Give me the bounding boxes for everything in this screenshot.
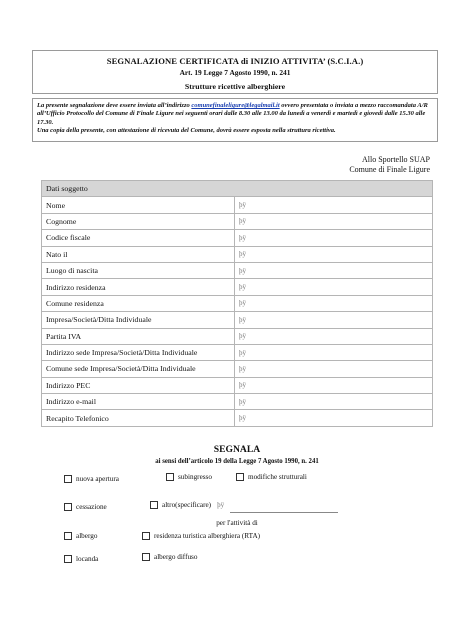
field-input-luogo-di-nascita[interactable]: þÿ: [235, 262, 433, 278]
address-line-1: Allo Sportello SUAP: [361, 155, 430, 164]
option-altro[interactable]: [150, 501, 224, 509]
albergo-diffuso-checkbox[interactable]: [142, 553, 150, 561]
altro-label: altro(specificare): [162, 501, 212, 509]
cessazione-checkbox[interactable]: [64, 503, 72, 511]
albergo-checkbox[interactable]: [64, 532, 72, 540]
category-title: Strutture ricettive alberghiere: [184, 82, 286, 91]
albergo-diffuso-label: albergo diffuso: [154, 553, 198, 561]
option-albergo[interactable]: [64, 532, 97, 540]
soggetto-table: [41, 180, 433, 427]
table-row: [42, 213, 433, 229]
field-input-comune-residenza[interactable]: þÿ: [235, 295, 433, 311]
field-label-partita-iva: Partita IVA: [42, 328, 235, 344]
altro-checkbox[interactable]: [150, 501, 158, 509]
field-input-comune-sede-impresa-societ-ditta-individuale[interactable]: þÿ: [235, 361, 433, 377]
field-input-impresa-societ-ditta-individuale[interactable]: þÿ: [235, 312, 433, 328]
nuova-apertura-checkbox[interactable]: [64, 475, 72, 483]
modifiche-strutturali-label: modifiche strutturali: [248, 473, 307, 481]
rta-checkbox[interactable]: [142, 532, 150, 540]
option-albergo-diffuso[interactable]: [142, 553, 197, 561]
field-input-indirizzo-pec[interactable]: þÿ: [235, 377, 433, 393]
field-label-indirizzo-residenza: Indirizzo residenza: [42, 279, 235, 295]
notice-email-link[interactable]: comunefinaleligure@legalmail.it: [191, 102, 280, 109]
field-label-indirizzo-pec: Indirizzo PEC: [42, 377, 235, 393]
segnala-subtitle: ai sensi dell’articolo 19 della Legge 7 Agosto 1990, n. 241: [155, 458, 319, 465]
table-row: [42, 410, 433, 426]
field-input-indirizzo-e-mail[interactable]: þÿ: [235, 394, 433, 410]
locanda-checkbox[interactable]: [64, 555, 72, 563]
per-attivita-label: per l'attività di: [216, 519, 258, 527]
table-row: [42, 312, 433, 328]
option-rta[interactable]: [142, 532, 260, 540]
field-input-nato-il[interactable]: þÿ: [235, 246, 433, 262]
header-box: [32, 50, 438, 94]
table-row: [42, 262, 433, 278]
notice-text-before: La presente segnalazione deve essere inviata all’indirizzo: [37, 102, 192, 109]
field-input-indirizzo-residenza[interactable]: þÿ: [235, 279, 433, 295]
altro-field-underline: [230, 512, 338, 513]
nuova-apertura-label: nuova apertura: [76, 475, 119, 483]
segnala-title: SEGNALA: [213, 444, 261, 455]
option-nuova-apertura[interactable]: [64, 475, 119, 483]
field-input-partita-iva[interactable]: þÿ: [235, 328, 433, 344]
option-modifiche-strutturali[interactable]: [236, 473, 307, 481]
field-label-comune-residenza: Comune residenza: [42, 295, 235, 311]
table-row: [42, 361, 433, 377]
field-label-cognome: Cognome: [42, 213, 235, 229]
field-input-codice-fiscale[interactable]: þÿ: [235, 230, 433, 246]
table-row: [42, 279, 433, 295]
table-row: [42, 328, 433, 344]
field-input-indirizzo-sede-impresa-societ-ditta-individuale[interactable]: þÿ: [235, 344, 433, 360]
subingresso-label: subingresso: [178, 473, 212, 481]
table-row: [42, 197, 433, 213]
field-label-nato-il: Nato il: [42, 246, 235, 262]
option-subingresso[interactable]: [166, 473, 212, 481]
field-label-impresa-societ-ditta-individuale: Impresa/Società/Ditta Individuale: [42, 312, 235, 328]
option-cessazione[interactable]: [64, 503, 107, 511]
rta-label: residenza turistica alberghiera (RTA): [154, 532, 261, 540]
field-label-comune-sede-impresa-societ-ditta-individuale: Comune sede Impresa/Società/Ditta Individuale: [42, 361, 235, 377]
table-row: [42, 295, 433, 311]
table-row: [42, 246, 433, 262]
subingresso-checkbox[interactable]: [166, 473, 174, 481]
notice-text-after: ovvero presentata o inviata a mezzo raccomandata A/R all’Ufficio Protocollo del Comune di Finale Ligure nei seguenti orari dalle 8.30 alle 13.00 da lunedì a venerdì e martedì e giovedì dalle 15.30 alle 17.30.: [37, 102, 428, 126]
locanda-label: locanda: [76, 555, 99, 563]
option-locanda[interactable]: [64, 555, 98, 563]
field-input-cognome[interactable]: þÿ: [235, 213, 433, 229]
soggetto-header-row: [42, 181, 433, 197]
field-label-nome: Nome: [42, 197, 235, 213]
field-label-indirizzo-e-mail: Indirizzo e-mail: [42, 394, 235, 410]
field-input-nome[interactable]: þÿ: [235, 197, 433, 213]
cessazione-label: cessazione: [76, 503, 107, 511]
form-title: SEGNALAZIONE CERTIFICATA di INIZIO ATTIVITA’ (S.C.I.A.): [106, 56, 364, 66]
law-reference: Art. 19 Legge 7 Agosto 1990, n. 241: [179, 68, 291, 77]
address-line-2: Comune di Finale Ligure: [349, 165, 430, 174]
table-row: [42, 394, 433, 410]
notice-copy-text: Una copia della presente, con attestazione di ricevuta del Comune, dovrà essere esposta nella struttura ricettiva.: [37, 127, 336, 135]
altro-specify-field[interactable]: þÿ: [217, 501, 225, 509]
soggetto-header: Dati soggetto: [42, 181, 433, 197]
table-row: [42, 230, 433, 246]
submission-notice: [32, 98, 438, 142]
table-row: [42, 344, 433, 360]
field-label-recapito-telefonico: Recapito Telefonico: [42, 410, 235, 426]
field-label-indirizzo-sede-impresa-societ-ditta-individuale: Indirizzo sede Impresa/Società/Ditta Individuale: [42, 344, 235, 360]
field-label-luogo-di-nascita: Luogo di nascita: [42, 262, 235, 278]
field-input-recapito-telefonico[interactable]: þÿ: [235, 410, 433, 426]
field-label-codice-fiscale: Codice fiscale: [42, 230, 235, 246]
albergo-label: albergo: [76, 532, 98, 540]
table-row: [42, 377, 433, 393]
modifiche-strutturali-checkbox[interactable]: [236, 473, 244, 481]
